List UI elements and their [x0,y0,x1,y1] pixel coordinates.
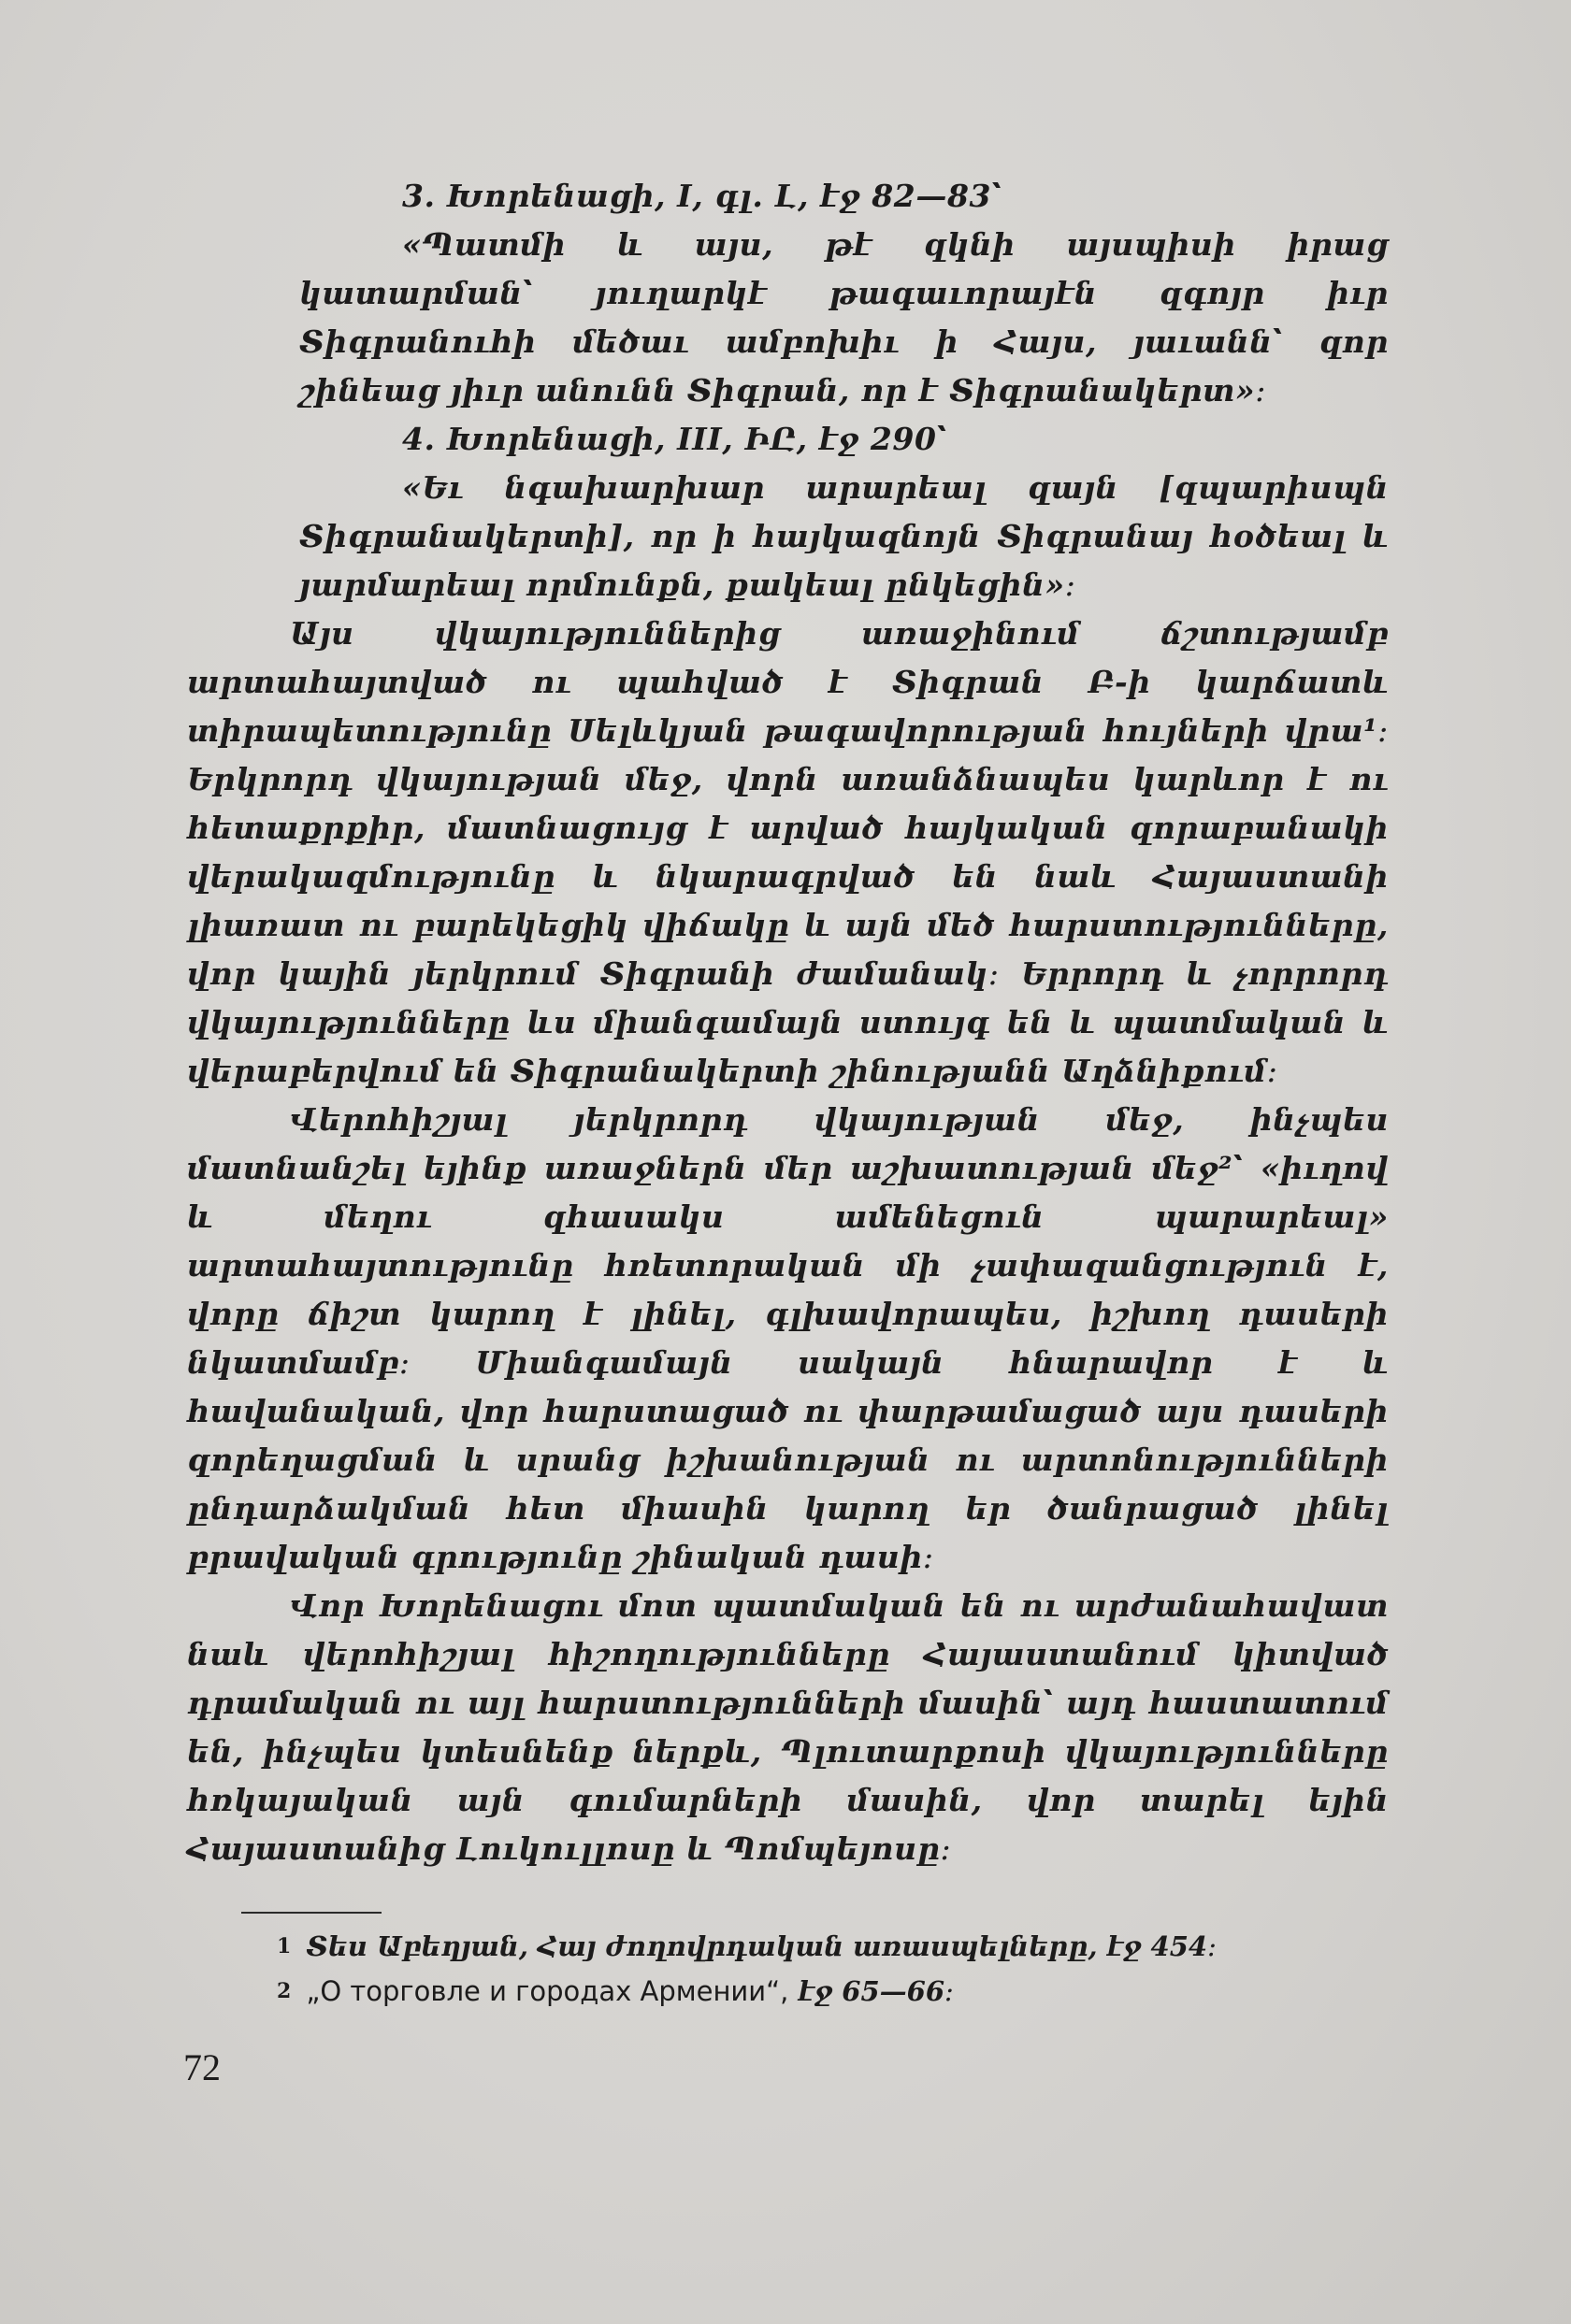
footnote-number: 2 [277,1979,292,2003]
footnote-number: 1 [277,1934,292,1958]
footnote-divider [241,1912,382,1914]
footnotes [277,1924,1352,2014]
footnote-text: Տես Աբեղյան, Հայ ժողովրդական առասպելները, էջ 454։ [306,1930,1217,1962]
reference-heading-4: 4. Խորենացի, III, ԻԸ, էջ 290՝ [402,421,947,457]
footnote-1 [277,1924,1352,1969]
reference-heading-3: 3. Խորենացի, I, գլ. Լ, էջ 82—83՝ [402,178,1002,214]
reference-quote-3: «Պատմի և այս, թէ զկնի այսպիսի իրաց կատարման՝ յուղարկէ թագաւորայէն զգոյր իւր Տիգրանուհի մեծաւ ամբոխիւ ի Հայս, յաւանն՝ զոր շինեաց յիւր անունն Տիգրան, որ է Տիգրանակերտ»։ [299,226,1389,409]
main-text [187,172,1389,1873]
footnote-text: էջ 65—66։ [788,1975,954,2007]
footnote-russian-title: „О торговле и городах Армении“, [306,1975,789,2007]
footnote-2 [277,1969,1352,2014]
reference-quote-4: «Եւ նգախարխար արարեալ զայն [զպարիսպն Տիգրանակերտի], որ ի հայկազնոյն Տիգրանայ հօծեալ և յարմարեալ որմունքն, քակեալ ընկեցին»։ [299,469,1389,603]
paragraph-1: Այս վկայություններից առաջինում ճշտությամբ արտահայտված ու պահված է Տիգրան Բ-ի կարճատև տիրապետությունը Սելևկյան թագավորության հույների վրա¹։ Երկրորդ վկայության մեջ, վորն առանձնապես կարևոր է ու հետաքրքիր, մատնացույց է արված հայկական զորաբանակի վերակազմությունը և նկարագրված են նաև Հայաստանի լիառատ ու բարեկեցիկ վիճակը և այն մեծ հարստությունները, վոր կային յերկրում Տիգրանի ժամանակ։ Երրորդ և չորրորդ վկայությունները ևս միանգամայն ստույգ են և պատմական և վերաբերվում են Տիգրանակերտի շինությանն Աղձնիքում։ [187,615,1389,1089]
paragraph-3: Վոր Խորենացու մոտ պատմական են ու արժանահավատ նաև վերոհիշյալ հիշողությունները Հայաստանում կիտված դրամական ու այլ հարստությունների մասին՝ այդ հաստատում են, ինչպես կտեսնենք ներքև, Պլուտարքոսի վկայությունները հռկայական այն գումարների մասին, վոր տարել եյին Հայաստանից Լուկուլլոսը և Պոմպեյոսը։ [187,1587,1389,1867]
page-number: 72 [183,2046,221,2088]
paragraph-2: Վերոհիշյալ յերկրորդ վկայության մեջ, ինչպես մատնանշել եյինք առաջներն մեր աշխատության մեջ²՝ «իւղով և մեղու զհասակս ամենեցուն պարարեալ» արտահայտությունը հռետորական մի չափազանցություն է, վորը ճիշտ կարող է լինել, գլխավորապես, իշխող դասերի նկատմամբ։ Միանգամայն սակայն հնարավոր է և հավանական, վոր հարստացած ու փարթամացած այս դասերի զորեղացման և սրանց իշխանության ու արտոնությունների ընդարձակման հետ միասին կարող եր ծանրացած լինել բրավական գրությունը շինական դասի։ [187,1101,1389,1575]
